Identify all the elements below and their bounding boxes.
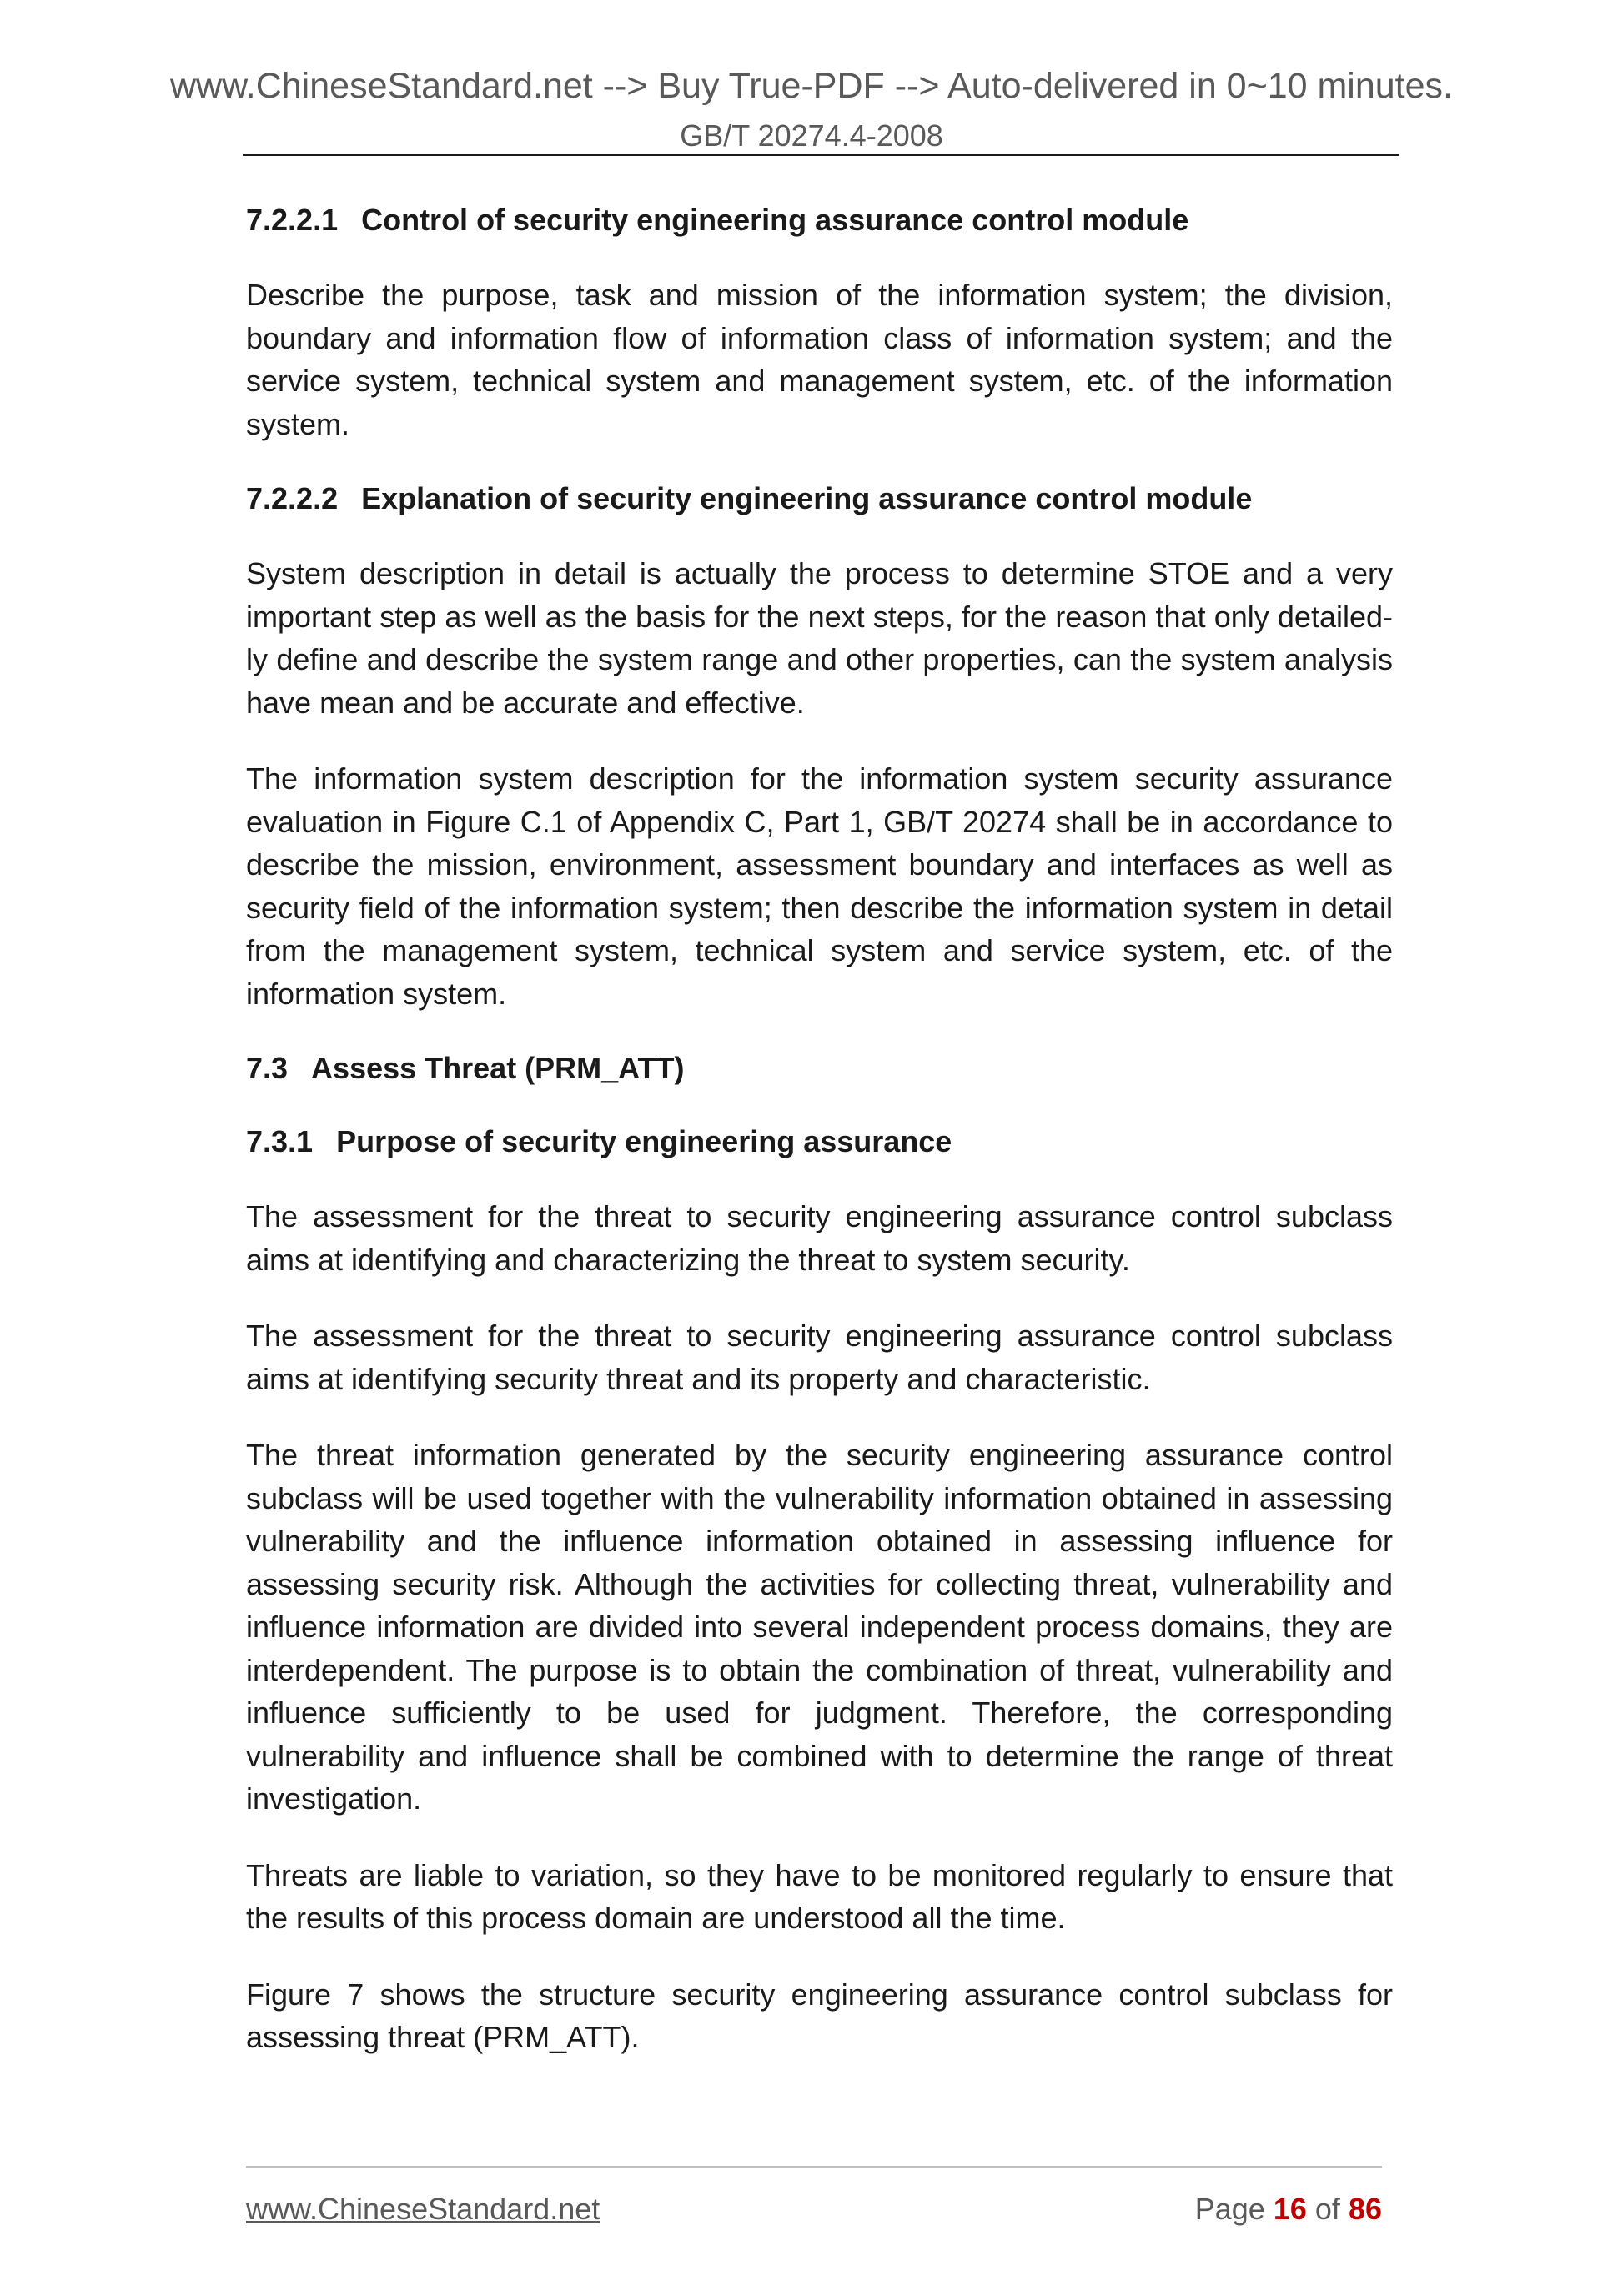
section-title: Assess Threat (PRM_ATT) xyxy=(311,1051,685,1085)
section-title: Control of security engineering assurance control module xyxy=(361,203,1189,237)
total-page-count: 86 xyxy=(1348,2192,1382,2226)
page-of-label: of xyxy=(1314,2192,1340,2226)
section-number: 7.2.2.1 xyxy=(246,203,339,237)
section-number: 7.3 xyxy=(246,1051,289,1085)
section-heading-7-2-2-2 xyxy=(246,479,1393,519)
header-divider xyxy=(243,154,1399,156)
paragraph: The assessment for the threat to security engineering assurance control subclass aims at identifying security threat and its property and characteristic. xyxy=(246,1319,1393,1396)
standard-code: GB/T 20274.4-2008 xyxy=(680,118,943,153)
paragraph: Threats are liable to variation, so they have to be monitored regularly to ensure that the results of this process domain are understood all the time. xyxy=(246,1857,1393,1935)
current-page-number: 16 xyxy=(1273,2192,1307,2226)
footer-divider xyxy=(246,2166,1382,2168)
paragraph: The information system description for the information system security assurance evaluation in Figure C.1 of Appendix C, Part 1, GB/T 20274 shall be in accordance to describe the mission, environment, assessment boundary and interfaces as well as security field of the information system; then describe the information system in detail from the management system, technical system and service system, etc. of the information system. xyxy=(246,761,1393,1011)
section-heading-7-2-2-1 xyxy=(246,200,1393,240)
page-label: Page xyxy=(1194,2192,1265,2226)
page-indicator xyxy=(1195,2191,1382,2227)
paragraph: System description in detail is actually the process to determine STOE and a very important step as well as the basis for the next steps, for the reason that only detailed-ly define and describe the system range and other properties, can the system analysis have mean and be accurate and effective. xyxy=(246,556,1393,720)
paragraph: The threat information generated by the security engineering assurance control subclass will be used together with the vulnerability information obtained in assessing vulnerability and the influence information obtained in assessing influence for assessing security risk. Although the activities for collecting threat, vulnerability and influence information are divided into several independent process domains, they are interdependent. The purpose is to obtain the combination of threat, vulnerability and influence sufficiently to be used for judgment. Therefore, the corresponding vulnerability and influence shall be combined with to determine the range of threat investigation. xyxy=(246,1438,1393,1816)
document-body xyxy=(246,200,1393,2093)
section-title: Explanation of security engineering assurance control module xyxy=(361,481,1253,515)
page-header-banner: www.ChineseStandard.net --> Buy True-PDF --> Auto-delivered in 0~10 minutes. xyxy=(169,66,1453,106)
section-number: 7.3.1 xyxy=(246,1124,314,1158)
section-title: Purpose of security engineering assurance xyxy=(336,1124,952,1158)
footer-website-link[interactable]: www.ChineseStandard.net xyxy=(246,2192,600,2226)
section-number: 7.2.2.2 xyxy=(246,481,339,515)
section-heading-7-3-1 xyxy=(246,1122,1393,1162)
section-heading-7-3 xyxy=(246,1048,1393,1088)
paragraph: Figure 7 shows the structure security engineering assurance control subclass for assessing threat (PRM_ATT). xyxy=(246,1977,1393,2054)
paragraph: The assessment for the threat to security engineering assurance control subclass aims at identifying and characterizing the threat to system security. xyxy=(246,1199,1393,1277)
paragraph: Describe the purpose, task and mission of the information system; the division, boundary and information flow of information class of information system; and the service system, technical system and management system, etc. of the information system. xyxy=(246,278,1393,441)
